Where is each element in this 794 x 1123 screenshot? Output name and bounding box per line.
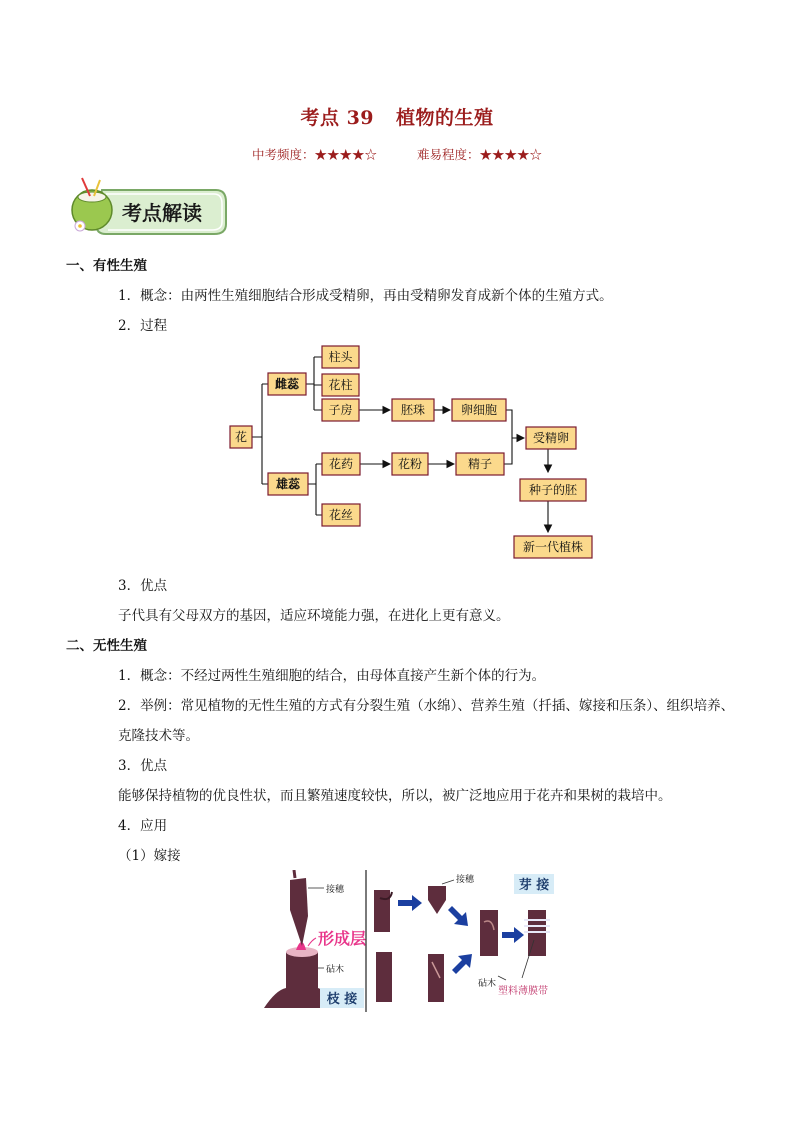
branch-graft-label: 枝 接 xyxy=(326,992,358,1007)
cambium-label: 形成层 xyxy=(318,929,367,948)
asexual-concept: 1．概念：不经过两性生殖细胞的结合，由母体直接产生新个体的行为。 xyxy=(118,668,546,684)
rating-line xyxy=(0,145,794,163)
new-plant-label: 新一代植株 xyxy=(522,540,584,554)
sexual-reproduction-flowchart xyxy=(222,342,612,564)
flower-label: 花 xyxy=(234,430,248,444)
asexual-advantage-title: 3．优点 xyxy=(118,758,168,774)
sexual-concept: 1．概念：由两性生殖细胞结合形成受精卵，再由受精卵发育成新个体的生殖方式。 xyxy=(118,288,613,304)
bud-graft-label: 芽 接 xyxy=(518,878,550,893)
sexual-advantage-title: 3．优点 xyxy=(118,578,168,594)
stigma-label: 柱头 xyxy=(328,350,353,364)
pollen-label: 花粉 xyxy=(397,457,423,471)
scion-label-right: 接穗 xyxy=(456,875,475,885)
style-label: 花柱 xyxy=(328,378,353,392)
sexual-process-label: 2．过程 xyxy=(118,318,168,334)
scion-label-left: 接穗 xyxy=(326,885,345,895)
egg-cell-label: 卵细胞 xyxy=(460,403,498,417)
sexual-advantage-text: 子代具有父母双方的基因，适应环境能力强，在进化上更有意义。 xyxy=(118,608,510,624)
banner-label: 考点解读 xyxy=(122,201,202,225)
asexual-example-line-2: 克隆技术等。 xyxy=(118,728,199,744)
asexual-advantage-text: 能够保持植物的优良性状，而且繁殖速度较快，所以，被广泛地应用于花卉和果树的栽培中。 xyxy=(118,788,672,804)
zygote-label: 受精卵 xyxy=(532,431,570,445)
ovule-label: 胚珠 xyxy=(400,403,426,417)
difficulty-level: 难易程度：★★★★☆ xyxy=(417,147,543,162)
anther-label: 花药 xyxy=(328,457,354,471)
filament-label: 花丝 xyxy=(328,508,354,522)
asexual-application-title: 4．应用 xyxy=(118,818,168,834)
ovary-label: 子房 xyxy=(328,403,353,417)
section-heading-sexual: 一、有性生殖 xyxy=(66,258,147,274)
exam-frequency: 中考频度：★★★★☆ xyxy=(251,147,377,162)
stock-label-left: 砧木 xyxy=(326,965,345,975)
stamen-label: 雄蕊 xyxy=(275,477,301,491)
section-banner xyxy=(66,176,228,238)
stock-label-right: 砧木 xyxy=(478,979,497,989)
pistil-label: 雌蕊 xyxy=(274,377,300,391)
asexual-example-line-1: 2．举例：常见植物的无性生殖的方式有分裂生殖（水绵）、营养生殖（扦插、嫁接和压条）、组织培养、 xyxy=(118,698,735,714)
section-heading-asexual: 二、无性生殖 xyxy=(66,638,147,654)
plastic-film-label: 塑料薄膜带 xyxy=(498,986,548,997)
grafting-illustration xyxy=(262,870,590,1014)
grafting-title: （1）嫁接 xyxy=(118,848,181,864)
sperm-label: 精子 xyxy=(467,457,493,471)
topic-title: 植物的生殖 xyxy=(396,107,494,129)
topic-number: 考点 39 xyxy=(300,107,375,129)
seed-embryo-label: 种子的胚 xyxy=(528,483,578,497)
page-title xyxy=(0,103,794,130)
coconut-drink-icon xyxy=(72,178,112,231)
